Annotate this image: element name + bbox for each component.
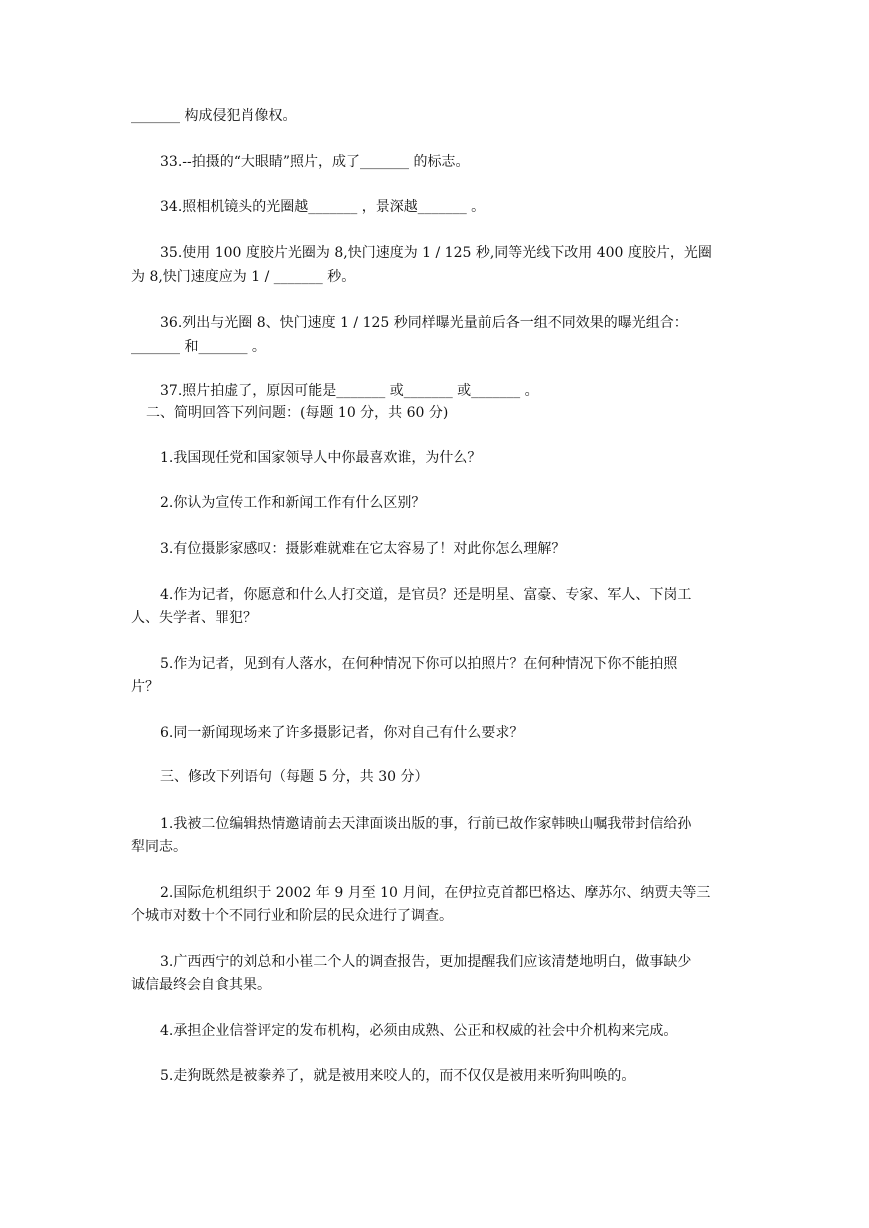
text-line: 33.--拍摄的“大眼睛”照片，成了_______ 的标志。 xyxy=(160,154,470,170)
text-line: 诚信最终会自食其果。 xyxy=(131,977,271,993)
text-line: 2.你认为宣传工作和新闻工作有什么区别？ xyxy=(160,495,426,511)
text-line: 36.列出与光圈 8、快门速度 1 / 125 秒同样曝光量前后各一组不同效果的曝光组合： xyxy=(160,315,688,331)
text-line: 3.有位摄影家感叹：摄影难就难在它太容易了！对此你怎么理解？ xyxy=(160,541,566,557)
text-line: 人、失学者、罪犯？ xyxy=(131,610,257,626)
text-line: 4.作为记者，你愿意和什么人打交道，是官员？还是明星、富豪、专家、军人、下岗工 xyxy=(160,587,692,603)
text-line: 5.作为记者，见到有人落水，在何种情况下你可以拍照片？在何种情况下你不能拍照 xyxy=(160,656,678,672)
text-line: 为 8,快门速度应为 1 / _______ 秒。 xyxy=(131,269,356,285)
text-line: 4.承担企业信誉评定的发布机构，必须由成熟、公正和权威的社会中介机构来完成。 xyxy=(160,1023,678,1039)
text-line: _______ 构成侵犯肖像权。 xyxy=(131,108,297,124)
text-line: 6.同一新闻现场来了许多摄影记者，你对自己有什么要求？ xyxy=(160,725,524,741)
text-line: 37.照片拍虚了，原因可能是_______ 或_______ 或_______ 。 xyxy=(160,383,539,399)
text-line: 35.使用 100 度胶片光圈为 8,快门速度为 1 / 125 秒,同等光线下改用 400 度胶片，光圈 xyxy=(160,245,712,261)
text-line: 5.走狗既然是被豢养了，就是被用来咬人的，而不仅仅是被用来听狗叫唤的。 xyxy=(160,1068,636,1084)
text-line: 3.广西西宁的刘总和小崔二个人的调查报告，更加提醒我们应该清楚地明白，做事缺少 xyxy=(160,954,692,970)
text-line: 1.我国现任党和国家领导人中你最喜欢谁，为什么？ xyxy=(160,450,482,466)
text-line: 34.照相机镜头的光圈越_______ ，景深越_______ 。 xyxy=(160,199,486,215)
section-heading: 二、简明回答下列问题：(每题 10 分，共 60 分) xyxy=(146,405,449,421)
section-heading: 三、修改下列语句（每题 5 分，共 30 分） xyxy=(160,769,429,785)
text-line: 2.国际危机组织于 2002 年 9 月至 10 月间，在伊拉克首都巴格达、摩苏尔、纳贾夫等三 xyxy=(160,885,711,901)
text-line: _______ 和_______ 。 xyxy=(131,339,266,355)
text-line: 片？ xyxy=(131,679,159,695)
text-line: 个城市对数十个不同行业和阶层的民众进行了调查。 xyxy=(131,908,453,924)
text-line: 1.我被二位编辑热情邀请前去天津面谈出版的事，行前已故作家韩映山嘱我带封信给孙 xyxy=(160,816,692,832)
text-line: 犁同志。 xyxy=(131,839,187,855)
